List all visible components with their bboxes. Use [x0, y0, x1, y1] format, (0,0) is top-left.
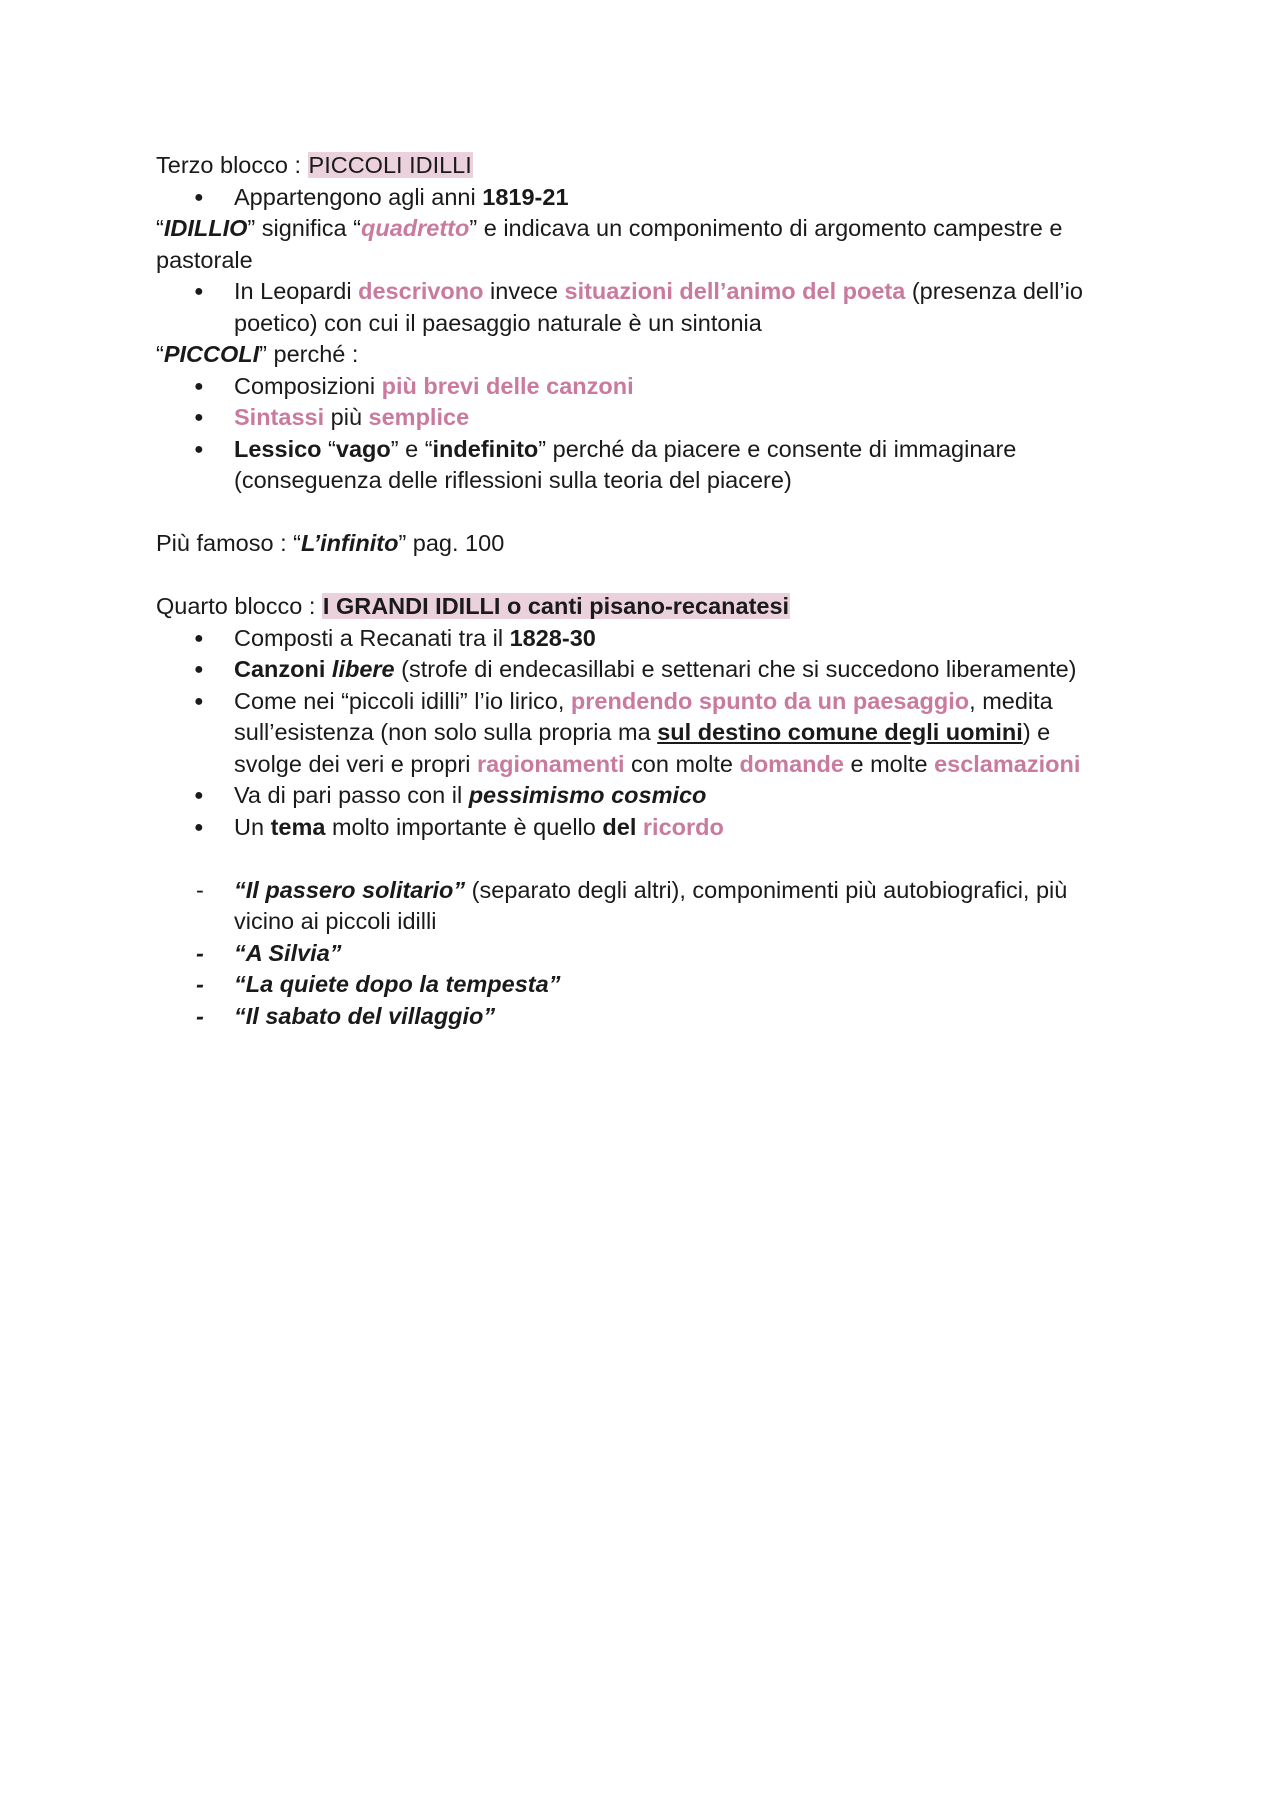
list-item: ● Composizioni più brevi delle canzoni	[156, 371, 1116, 403]
list-item: ● Composti a Recanati tra il 1828-30	[156, 623, 1116, 655]
dash-list	[156, 875, 1116, 1033]
bullet-list	[156, 182, 1116, 214]
bullet-list	[156, 276, 1116, 339]
list-item: ● Come nei “piccoli idilli” l’io lirico, prendendo spunto da un paesaggio, medita sull’esistenza (non solo sulla propria ma sul destino comune degli uomini) e svolge dei veri e propri ragionamenti con molte domande e molte esclamazioni	[156, 686, 1116, 781]
list-item: ● Un tema molto importante è quello del ricordo	[156, 812, 1116, 844]
list-item: - “Il sabato del villaggio”	[156, 1001, 1116, 1033]
list-item: ● Canzoni libere (strofe di endecasillabi e settenari che si succedono liberamente)	[156, 654, 1116, 686]
list-item: - “Il passero solitario” (separato degli altri), componimenti più autobiografici, più vicino ai piccoli idilli	[156, 875, 1116, 938]
list-item: ● Lessico “vago” e “indefinito” perché da piacere e consente di immaginare (conseguenza delle riflessioni sulla teoria del piacere)	[156, 434, 1116, 497]
paragraph-famous: Più famoso : “L’infinito” pag. 100	[156, 530, 505, 556]
highlighted-title: I GRANDI IDILLI o canti pisano-recanatesi	[322, 593, 790, 619]
document-page	[156, 150, 1116, 1032]
section-heading-quarto: Quarto blocco : I GRANDI IDILLI o canti pisano-recanatesi	[156, 593, 790, 619]
paragraph-piccoli: “PICCOLI” perché :	[156, 341, 359, 367]
paragraph-idillio-cont: pastorale	[156, 246, 253, 273]
section-heading-terzo: Terzo blocco : PICCOLI IDILLI	[156, 152, 472, 178]
list-item: ● Sintassi più semplice	[156, 402, 1116, 434]
paragraph-idillio: “IDILLIO” significa “quadretto” e indicava un componimento di argomento campestre e	[156, 215, 1063, 241]
list-item: ● Appartengono agli anni 1819-21	[156, 182, 1116, 214]
list-item: ● Va di pari passo con il pessimismo cosmico	[156, 780, 1116, 812]
list-item: ● In Leopardi descrivono invece situazioni dell’animo del poeta (presenza dell’io poetico) con cui il paesaggio naturale è un sintonia	[156, 276, 1116, 339]
list-item: - “A Silvia”	[156, 938, 1116, 970]
bullet-list	[156, 371, 1116, 497]
highlighted-title: PICCOLI IDILLI	[308, 152, 472, 178]
bullet-list	[156, 623, 1116, 844]
list-item: - “La quiete dopo la tempesta”	[156, 969, 1116, 1001]
